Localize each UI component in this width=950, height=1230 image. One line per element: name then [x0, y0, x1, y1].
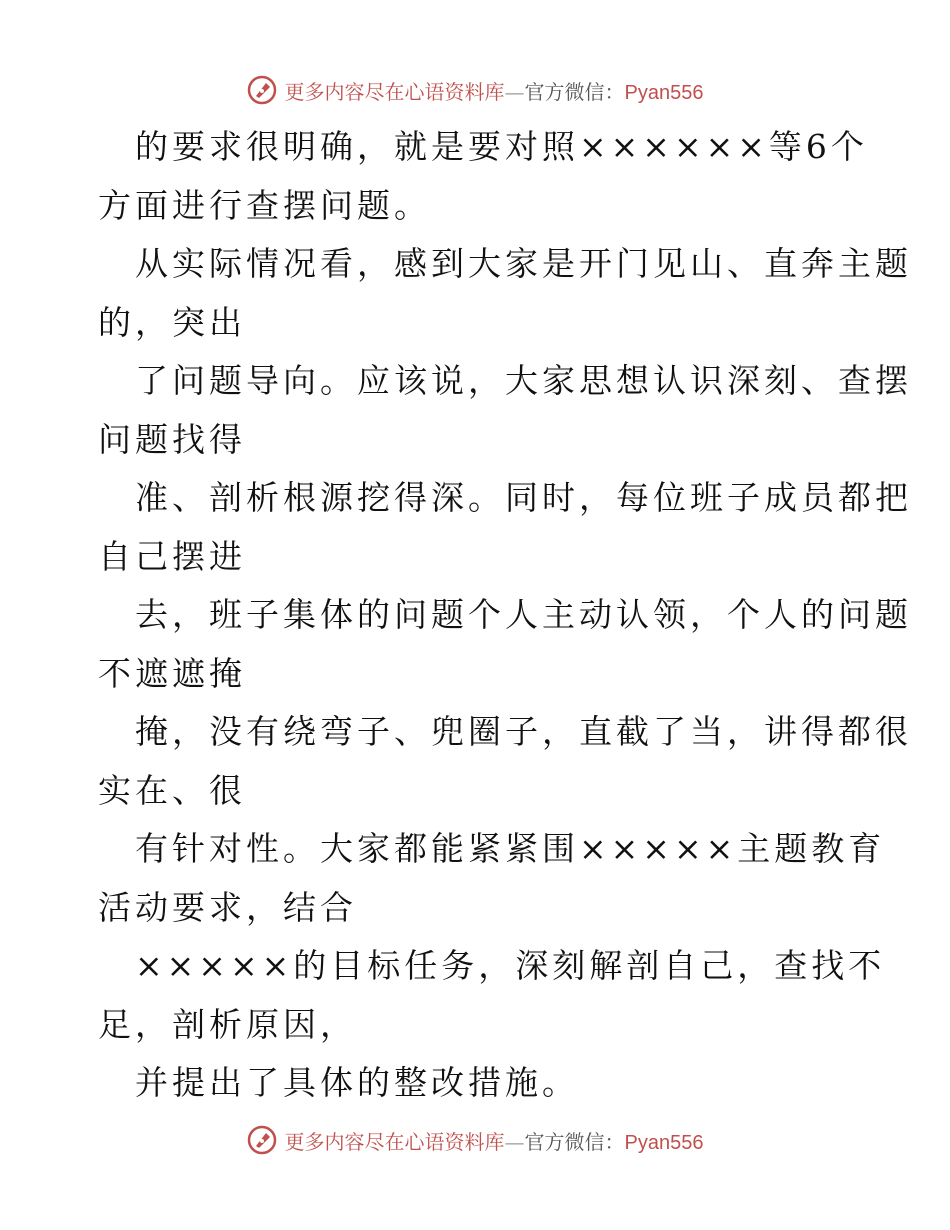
footer-separator: —	[504, 1129, 525, 1154]
body-line: 方面进行查摆问题。	[98, 185, 431, 225]
body-line: ×××××的目标任务，深刻解剖自己，查找不	[135, 946, 886, 985]
footer-wechat-id: Pyan556	[624, 1131, 704, 1154]
body-line: 足，剖析原因，	[98, 1004, 357, 1044]
page-footer-banner	[0, 1120, 950, 1160]
header-banner-text: 更多内容尽在心语资料库	[284, 79, 505, 104]
header-separator: —	[504, 79, 525, 104]
body-line: 了问题导向。应该说，大家思想认识深刻、查摆	[135, 361, 912, 400]
page-header-banner	[0, 70, 950, 110]
body-line: 的要求很明确，就是要对照××××××等6个	[135, 127, 868, 166]
header-wechat-label: 官方微信：	[524, 79, 625, 104]
body-line: 自己摆进	[98, 536, 246, 576]
body-line: 并提出了具体的整改措施。	[135, 1063, 579, 1102]
header-wechat-id: Pyan556	[624, 81, 704, 104]
body-line: 实在、很	[98, 770, 246, 810]
footer-banner-text: 更多内容尽在心语资料库	[284, 1129, 505, 1154]
pen-nib-logo-icon	[247, 75, 277, 105]
body-line: 从实际情况看，感到大家是开门见山、直奔主题	[135, 244, 912, 283]
body-line: 不遮遮掩	[98, 653, 246, 693]
pen-nib-logo-icon	[247, 1125, 277, 1155]
body-line: 的，突出	[98, 302, 246, 342]
footer-wechat-label: 官方微信：	[524, 1129, 625, 1154]
body-line: 去，班子集体的问题个人主动认领，个人的问题	[135, 595, 912, 634]
body-line: 有针对性。大家都能紧紧围×××××主题教育	[135, 829, 886, 868]
body-line: 问题找得	[98, 419, 246, 459]
body-line: 活动要求，结合	[98, 887, 357, 927]
body-line: 掩，没有绕弯子、兜圈子，直截了当，讲得都很	[135, 712, 912, 751]
body-line: 准、剖析根源挖得深。同时，每位班子成员都把	[135, 478, 912, 517]
document-body	[98, 118, 912, 1113]
